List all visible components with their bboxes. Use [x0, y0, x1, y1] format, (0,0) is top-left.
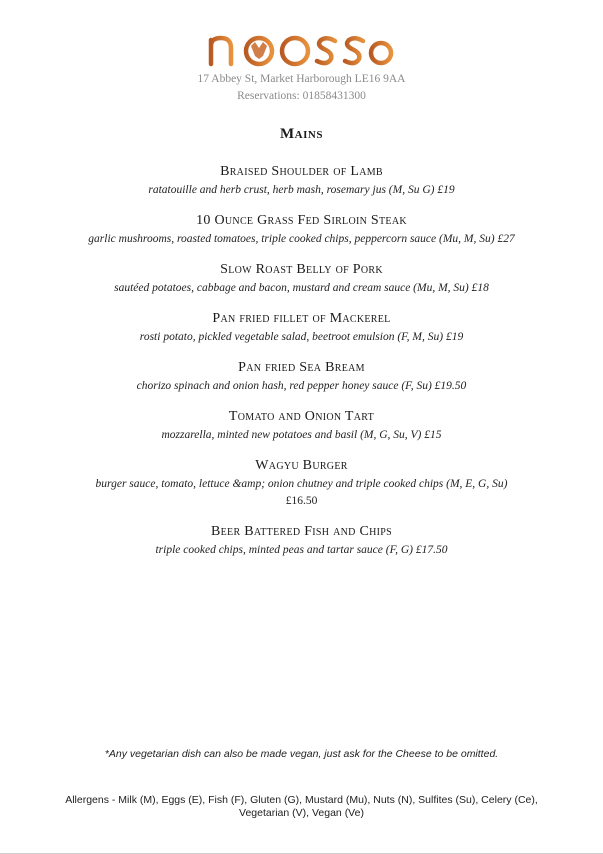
menu-item-name: 10 Ounce Grass Fed Sirloin Steak — [196, 213, 407, 228]
reservations-phone: Reservations: 01858431300 — [237, 90, 366, 102]
vegan-note: *Any vegetarian dish can also be made vegan, just ask for the Cheese to be omitted. — [104, 748, 499, 760]
menu-item — [40, 260, 563, 297]
menu-item-name: Pan fried fillet of Mackerel — [212, 311, 391, 326]
menu-item-name: Pan fried Sea Bream — [238, 360, 365, 375]
menu-item-description: garlic mushrooms, roasted tomatoes, triple cooked chips, peppercorn sauce (Mu, M, Su) £27 — [88, 233, 515, 245]
menu-item — [40, 309, 563, 346]
menu-item — [40, 358, 563, 395]
menu-item-name: Tomato and Onion Tart — [228, 409, 375, 424]
menu-item-description: chorizo spinach and onion hash, red pepper honey sauce (F, Su) £19.50 — [136, 380, 467, 392]
menu-item — [40, 407, 563, 444]
allergens-legend: Allergens - Milk (M), Eggs (E), Fish (F), Gluten (G), Mustard (Mu), Nuts (N), Sulfites (Su), Celery (Ce), Vegetarian (V), Vegan (Ve) — [65, 794, 538, 819]
restaurant-address: 17 Abbey St, Market Harborough LE16 9AA — [197, 73, 406, 85]
menu-item — [40, 522, 563, 559]
menu-item — [40, 211, 563, 248]
menu-item-description: triple cooked chips, minted peas and tartar sauce (F, G) £17.50 — [155, 544, 448, 556]
section-title-mains: Mains — [280, 126, 323, 142]
menu-item-description: burger sauce, tomato, lettuce &amp; onion chutney and triple cooked chips (M, E, G, Su) — [95, 478, 508, 490]
menu-item-description: sautéed potatoes, cabbage and bacon, mustard and cream sauce (Mu, M, Su) £18 — [114, 282, 489, 294]
menu-item-description: mozzarella, minted new potatoes and basil (M, G, Su, V) £15 — [161, 429, 442, 441]
logo — [0, 24, 603, 72]
menu-item-description: rosti potato, pickled vegetable salad, beetroot emulsion (F, M, Su) £19 — [139, 331, 464, 343]
menu-item — [40, 162, 563, 199]
menu-item-name: Braised Shoulder of Lamb — [220, 164, 383, 179]
nossa-logo-icon — [207, 24, 397, 68]
menu-item — [40, 456, 563, 510]
menu-item-price: £16.50 — [285, 495, 318, 507]
menu-item-name: Wagyu Burger — [255, 458, 348, 473]
menu-item-name: Beer Battered Fish and Chips — [211, 524, 392, 539]
menu-item-description: ratatouille and herb crust, herb mash, rosemary jus (M, Su G) £19 — [148, 184, 455, 196]
menu-items-list — [40, 162, 563, 571]
menu-item-name: Slow Roast Belly of Pork — [220, 262, 383, 277]
